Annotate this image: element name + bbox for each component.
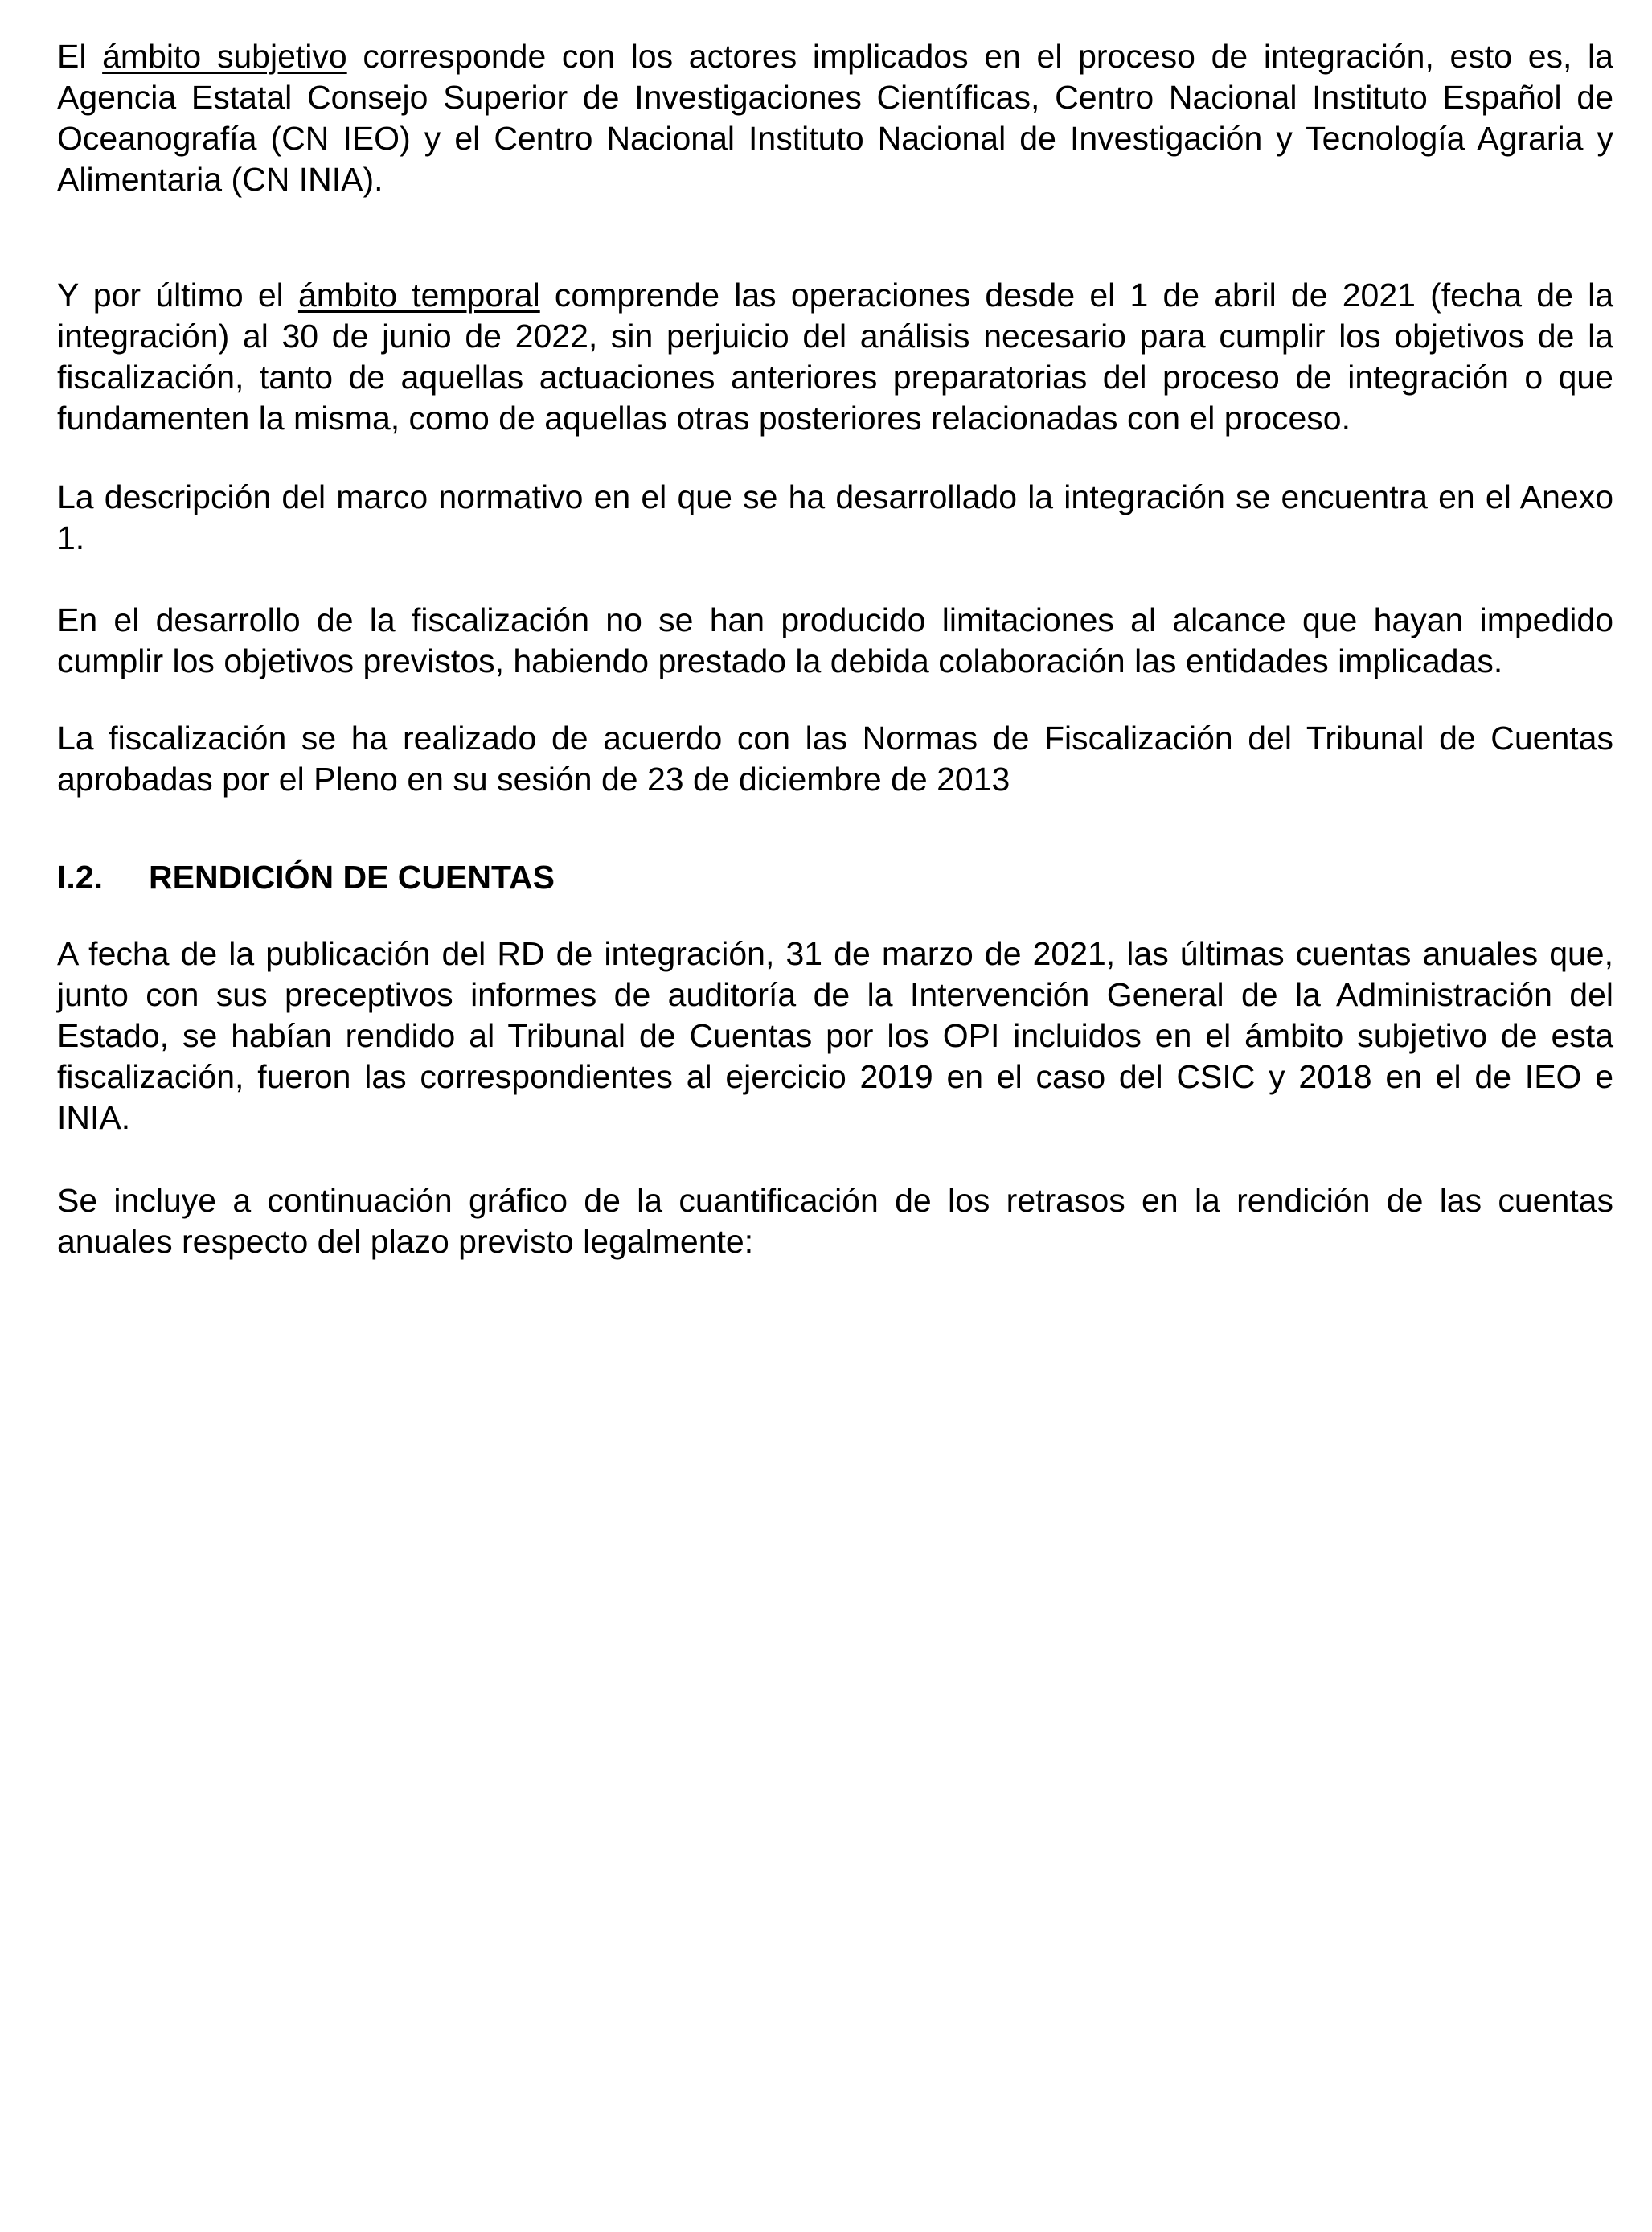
section-heading xyxy=(57,857,555,898)
text: corresponde con los actores implicados en el proceso de integración, esto es, la Agencia Estatal Consejo Superior de Investigaciones Científicas, Centro Nacional Instituto Español de Oceanografía (CN IEO) y el Centro Nacional Instituto Nacional de Investigación y Tecnología Agraria y Alimentaria (CN INIA). xyxy=(57,38,1613,198)
section-number: I.2. xyxy=(57,859,103,896)
underlined-term: ámbito subjetivo xyxy=(102,38,347,75)
text: El xyxy=(57,38,103,75)
underlined-term: ámbito temporal xyxy=(297,277,540,314)
paragraph-rendicion: A fecha de la publicación del RD de integración, 31 de marzo de 2021, las últimas cuentas anuales que, junto con sus preceptivos informes de auditoría de la Intervención General de la Administración del Estado, se habían rendido al Tribunal de Cuentas por los OPI incluidos en el ámbito subjetivo de esta fiscalización, fueron las correspondientes al ejercicio 2019 en el caso del CSIC y 2018 en el de IEO e INIA. xyxy=(57,935,1613,1136)
text: comprende las operaciones desde el 1 de abril de 2021 (fecha de la integración) al 30 de junio de 2022, sin perjuicio del análisis necesario para cumplir los objetivos de la fiscalización, tanto de aquellas actuaciones anteriores preparatorias del proceso de integración o que fundamenten la misma, como de aquellas otras posteriores relacionadas con el proceso. xyxy=(57,277,1613,437)
text: Y por último el xyxy=(57,277,298,314)
paragraph-ambito-temporal xyxy=(57,275,1613,439)
paragraph-grafico-intro: Se incluye a continuación gráfico de la cuantificación de los retrasos en la rendición de las cuentas anuales respecto del plazo previsto legalmente: xyxy=(57,1182,1613,1260)
paragraph-normas: La fiscalización se ha realizado de acuerdo con las Normas de Fiscalización del Tribunal de Cuentas aprobadas por el Pleno en su sesión de 23 de diciembre de 2013 xyxy=(57,720,1613,798)
paragraph-marco-normativo: La descripción del marco normativo en el que se ha desarrollado la integración se encuentra en el Anexo 1. xyxy=(57,478,1613,556)
section-title: RENDICIÓN DE CUENTAS xyxy=(149,859,555,896)
paragraph-limitaciones: En el desarrollo de la fiscalización no se han producido limitaciones al alcance que hayan impedido cumplir los objetivos previstos, habiendo prestado la debida colaboración las entidades implicadas. xyxy=(57,601,1613,679)
paragraph-ambito-subjetivo xyxy=(57,36,1613,200)
